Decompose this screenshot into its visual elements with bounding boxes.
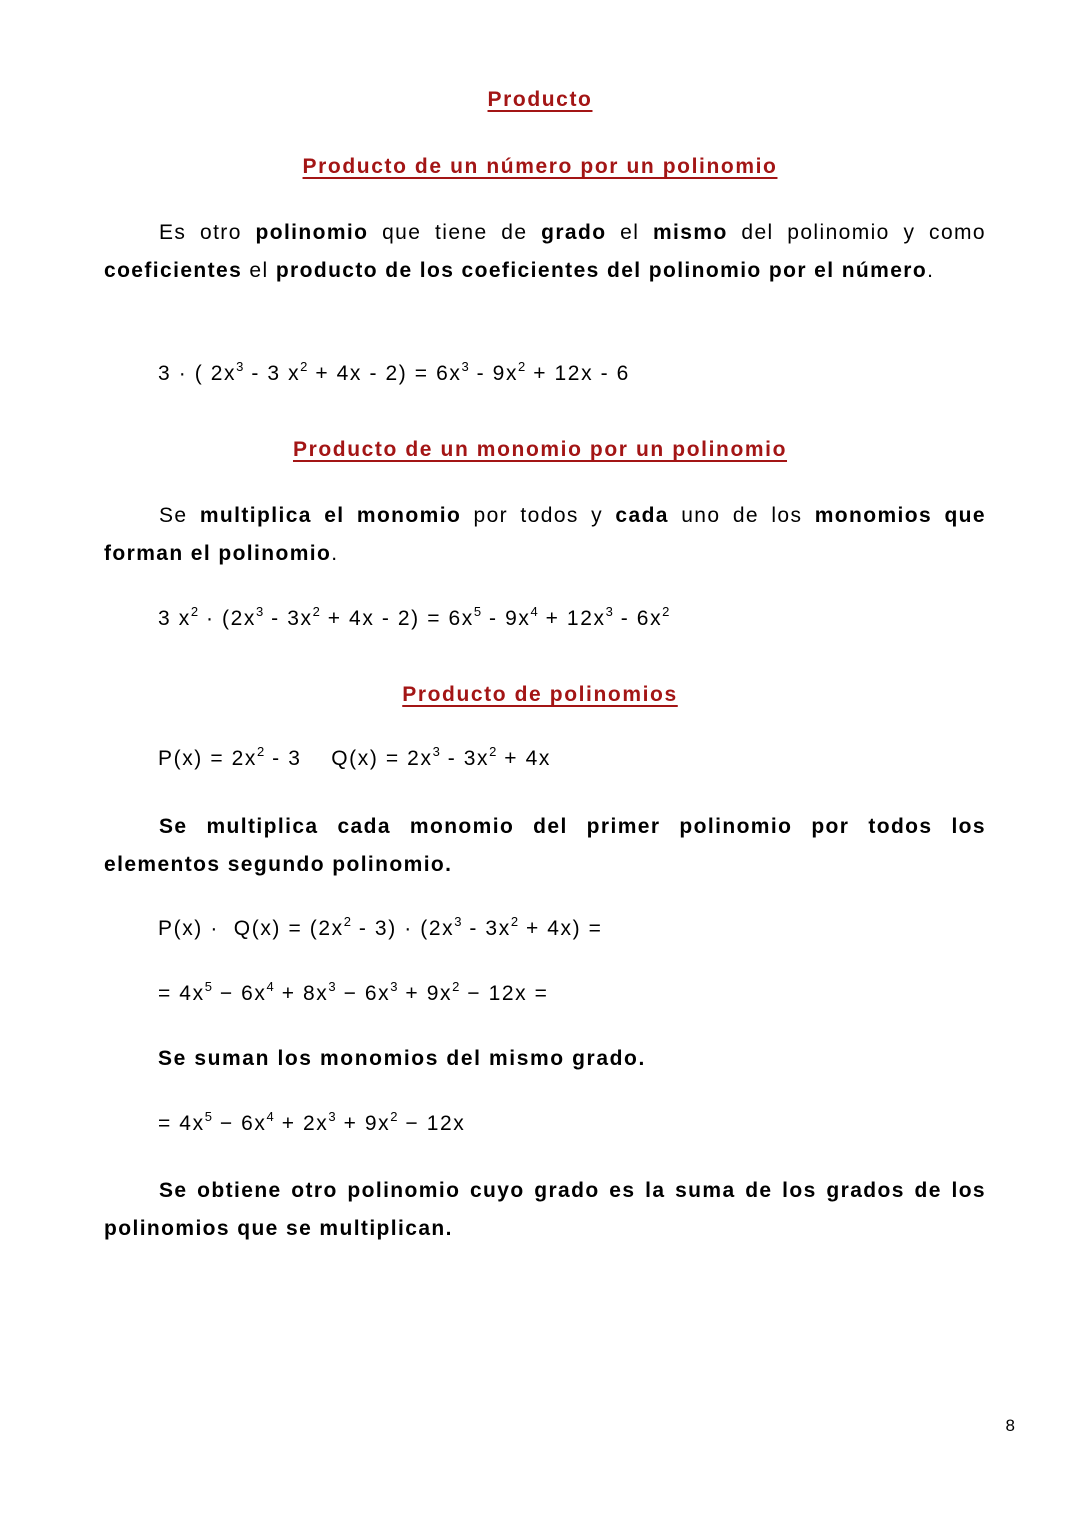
exponent: 5 <box>204 979 213 994</box>
math-text: P(x) = 2x <box>158 747 258 770</box>
math-text: + 12x <box>538 607 606 630</box>
math-text: - 3x <box>263 607 313 630</box>
paragraph-multiply-each-monomial: Se multiplica cada monomio del primer polinomio por todos los elementos segundo polinomio. <box>104 815 986 876</box>
text-run: que tiene de <box>368 221 542 244</box>
math-text: - 3 Q(x) = 2x <box>264 747 433 770</box>
math-text: 3 x <box>158 607 191 630</box>
exponent: 5 <box>473 604 482 619</box>
math-text: = 4x <box>158 1112 205 1135</box>
formula-product-result <box>158 1109 466 1136</box>
math-text: · (2x <box>198 607 256 630</box>
text-run: del polinomio y como <box>727 221 986 244</box>
math-text: + 4x) = <box>518 917 603 940</box>
math-text: - 6x <box>613 607 663 630</box>
paragraph-degree-conclusion: Se obtiene otro polinomio cuyo grado es la suma de los grados de los polinomios que se multiplican. <box>104 1179 986 1240</box>
exponent: 2 <box>518 359 526 374</box>
text-run: . <box>331 542 339 565</box>
exponent: 2 <box>190 604 199 619</box>
exponent: 2 <box>662 604 670 619</box>
exponent: 2 <box>452 979 460 994</box>
exponent: 2 <box>390 1109 398 1124</box>
math-text: - 3 x <box>243 362 301 385</box>
page-number: 8 <box>1005 1416 1015 1435</box>
formula-monomial-by-polynomial <box>158 604 670 631</box>
math-text: − 6x <box>212 1112 267 1135</box>
section-heading-polynomial-product: Producto de polinomios <box>402 683 678 706</box>
bold-text-run: grado <box>541 221 607 244</box>
formula-number-by-polynomial <box>158 359 630 386</box>
math-text: + 9x <box>336 1112 391 1135</box>
exponent: 3 <box>461 359 470 374</box>
text-run: Se <box>159 504 200 527</box>
exponent: 3 <box>256 604 264 619</box>
math-text: 3 · ( 2x <box>158 362 237 385</box>
page-title: Producto <box>487 88 593 111</box>
math-text: - 3x <box>440 747 490 770</box>
bold-text-run: polinomio <box>255 221 369 244</box>
exponent: 3 <box>236 359 244 374</box>
note-sum-like-terms: Se suman los monomios del mismo grado. <box>158 1047 646 1070</box>
section-heading-monomial-by-polynomial: Producto de un monomio por un polinomio <box>292 438 788 461</box>
formula-polynomial-definitions <box>158 744 551 771</box>
bold-text-run: multiplica el monomio <box>199 504 462 527</box>
exponent: 4 <box>530 604 539 619</box>
math-text: + 4x - 2) = 6x <box>320 607 474 630</box>
math-text: = 4x <box>158 982 205 1005</box>
paragraph-number-by-polynomial <box>104 214 986 290</box>
exponent: 3 <box>432 744 441 759</box>
math-text: + 4x - 2) = 6x <box>307 362 462 385</box>
math-text: − 6x <box>336 982 391 1005</box>
text-run: Es otro <box>159 221 256 244</box>
bold-text-run: producto de los coeficientes del polinomio por el número <box>275 259 928 282</box>
math-text: P(x) · Q(x) = (2x <box>158 917 344 940</box>
exponent: 3 <box>328 1109 337 1124</box>
text-run: . <box>927 259 935 282</box>
exponent: 2 <box>300 359 308 374</box>
bold-text-run: coeficientes <box>104 259 243 282</box>
formula-product-step-1 <box>158 914 603 941</box>
math-text: + 12x - 6 <box>525 362 630 385</box>
paragraph-monomial-by-polynomial <box>104 497 986 573</box>
exponent: 4 <box>266 1109 275 1124</box>
text-run: uno de los <box>668 504 815 527</box>
exponent: 3 <box>454 914 462 929</box>
exponent: 3 <box>605 604 614 619</box>
math-text: - 3) · (2x <box>351 917 455 940</box>
exponent: 2 <box>489 744 497 759</box>
math-text: - 3x <box>461 917 511 940</box>
math-text: + 8x <box>274 982 329 1005</box>
exponent: 3 <box>390 979 398 994</box>
formula-product-step-2 <box>158 979 549 1006</box>
math-text: - 9x <box>469 362 519 385</box>
math-text: + 9x <box>398 982 453 1005</box>
math-text: + 4x <box>496 747 551 770</box>
math-text: - 9x <box>481 607 531 630</box>
text-run: el <box>242 259 276 282</box>
section-heading-number-by-polynomial: Producto de un número por un polinomio <box>302 155 778 178</box>
bold-text-run: mismo <box>652 221 728 244</box>
math-text: − 6x <box>212 982 267 1005</box>
text-run: por todos y <box>461 504 616 527</box>
exponent: 2 <box>343 914 352 929</box>
bold-text-run: cada <box>615 504 669 527</box>
math-text: − 12x = <box>459 982 549 1005</box>
bold-text-run: monomios que forman el polinomio <box>104 504 986 565</box>
math-text: − 12x <box>398 1112 466 1135</box>
exponent: 4 <box>266 979 275 994</box>
exponent: 5 <box>204 1109 213 1124</box>
exponent: 2 <box>312 604 321 619</box>
exponent: 3 <box>328 979 337 994</box>
math-text: + 2x <box>274 1112 329 1135</box>
exponent: 2 <box>257 744 265 759</box>
text-run: el <box>606 221 653 244</box>
exponent: 2 <box>510 914 519 929</box>
